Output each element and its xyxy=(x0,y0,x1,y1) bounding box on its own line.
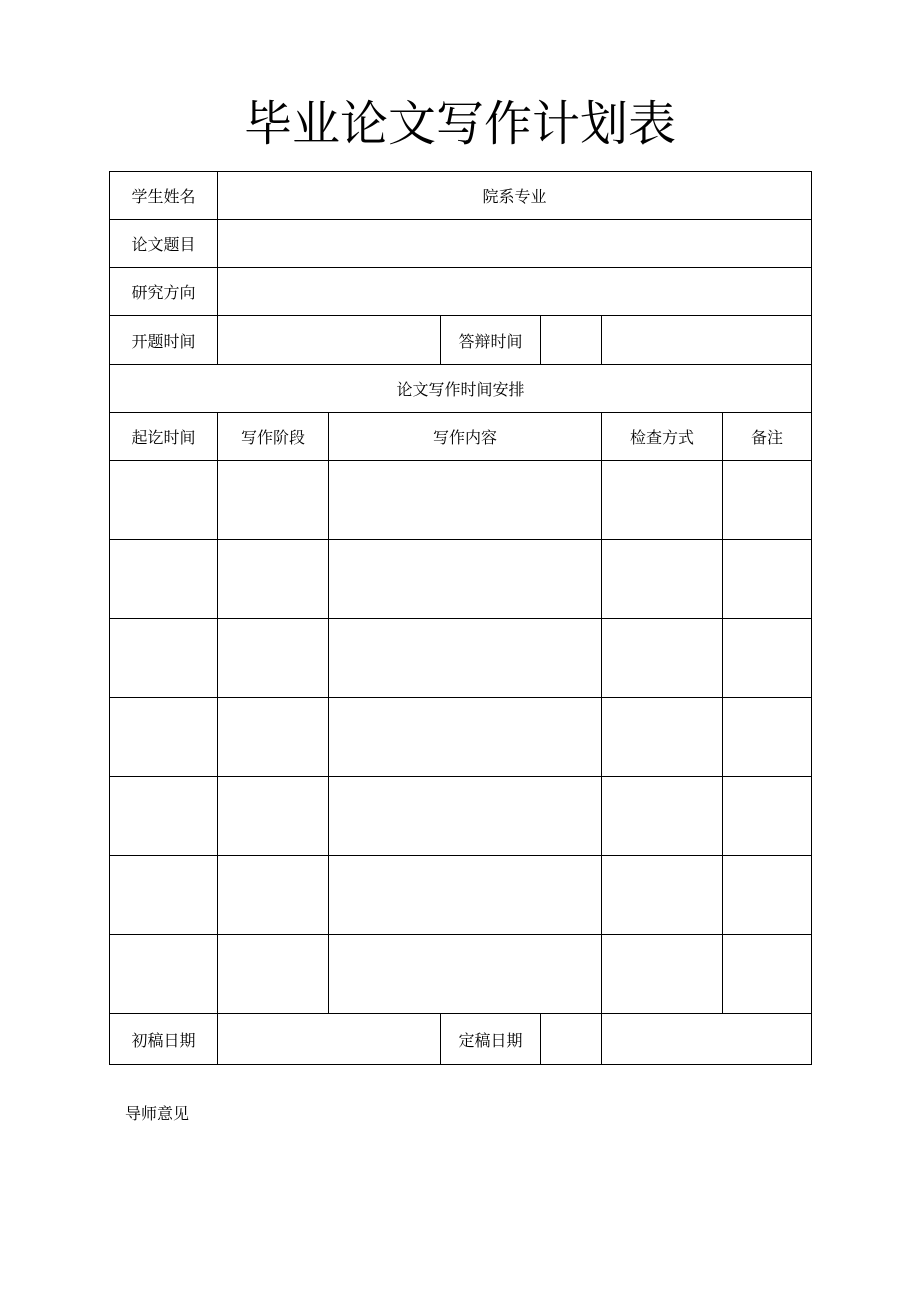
period-cell[interactable] xyxy=(110,777,218,856)
table-row xyxy=(110,935,812,1014)
final-draft-field[interactable] xyxy=(602,1014,812,1065)
first-draft-field[interactable] xyxy=(218,1014,441,1065)
stage-cell[interactable] xyxy=(218,935,329,1014)
schedule-section-row xyxy=(110,365,812,413)
proposal-defense-row xyxy=(110,316,812,365)
table-row xyxy=(110,619,812,698)
page-title: 毕业论文写作计划表 xyxy=(243,96,676,152)
period-cell[interactable] xyxy=(110,619,218,698)
header-content: 写作内容 xyxy=(329,413,602,461)
period-cell[interactable] xyxy=(110,698,218,777)
content-cell[interactable] xyxy=(329,698,602,777)
table-row xyxy=(110,461,812,540)
header-period: 起讫时间 xyxy=(110,413,218,461)
check-method-cell[interactable] xyxy=(602,461,723,540)
header-stage: 写作阶段 xyxy=(218,413,329,461)
schedule-header-row xyxy=(110,413,812,461)
final-draft-label: 定稿日期 xyxy=(441,1014,541,1064)
remarks-cell[interactable] xyxy=(723,619,812,698)
stage-cell[interactable] xyxy=(218,856,329,935)
check-method-cell[interactable] xyxy=(602,777,723,856)
content-cell[interactable] xyxy=(329,777,602,856)
thesis-topic-label: 论文题目 xyxy=(110,220,218,268)
period-cell[interactable] xyxy=(110,461,218,540)
check-method-cell[interactable] xyxy=(602,856,723,935)
final-draft-label-cell xyxy=(441,1014,602,1065)
remarks-cell[interactable] xyxy=(723,540,812,619)
table-row xyxy=(110,856,812,935)
proposal-time-label: 开题时间 xyxy=(110,316,218,365)
defense-time-field-part[interactable] xyxy=(541,316,601,364)
final-draft-field-part[interactable] xyxy=(541,1014,601,1064)
header-remarks: 备注 xyxy=(723,413,812,461)
content-cell[interactable] xyxy=(329,461,602,540)
stage-cell[interactable] xyxy=(218,619,329,698)
student-name-row xyxy=(110,172,812,220)
content-cell[interactable] xyxy=(329,619,602,698)
stage-cell[interactable] xyxy=(218,777,329,856)
department-major-label: 院系专业 xyxy=(218,172,812,220)
defense-time-label-text: 答辩时间 xyxy=(441,316,541,364)
research-direction-field[interactable] xyxy=(218,268,812,316)
advisor-opinion-label: 导师意见 xyxy=(125,1104,190,1123)
period-cell[interactable] xyxy=(110,856,218,935)
proposal-time-field[interactable] xyxy=(218,316,441,365)
stage-cell[interactable] xyxy=(218,698,329,777)
thesis-topic-row xyxy=(110,220,812,268)
content-cell[interactable] xyxy=(329,935,602,1014)
remarks-cell[interactable] xyxy=(723,856,812,935)
remarks-cell[interactable] xyxy=(723,698,812,777)
table-row xyxy=(110,540,812,619)
research-direction-row xyxy=(110,268,812,316)
defense-time-label xyxy=(441,316,602,365)
student-name-label: 学生姓名 xyxy=(110,172,218,220)
content-cell[interactable] xyxy=(329,856,602,935)
table-row xyxy=(110,777,812,856)
period-cell[interactable] xyxy=(110,935,218,1014)
thesis-topic-field[interactable] xyxy=(218,220,812,268)
first-draft-label: 初稿日期 xyxy=(110,1014,218,1065)
stage-cell[interactable] xyxy=(218,540,329,619)
period-cell[interactable] xyxy=(110,540,218,619)
remarks-cell[interactable] xyxy=(723,461,812,540)
remarks-cell[interactable] xyxy=(723,935,812,1014)
check-method-cell[interactable] xyxy=(602,540,723,619)
table-row xyxy=(110,698,812,777)
defense-time-field[interactable] xyxy=(602,316,812,365)
stage-cell[interactable] xyxy=(218,461,329,540)
content-cell[interactable] xyxy=(329,540,602,619)
check-method-cell[interactable] xyxy=(602,935,723,1014)
remarks-cell[interactable] xyxy=(723,777,812,856)
research-direction-label: 研究方向 xyxy=(110,268,218,316)
thesis-plan-table xyxy=(109,171,812,1065)
draft-dates-row xyxy=(110,1014,812,1065)
schedule-section-title: 论文写作时间安排 xyxy=(110,365,812,413)
header-check-method: 检查方式 xyxy=(602,413,723,461)
check-method-cell[interactable] xyxy=(602,619,723,698)
check-method-cell[interactable] xyxy=(602,698,723,777)
